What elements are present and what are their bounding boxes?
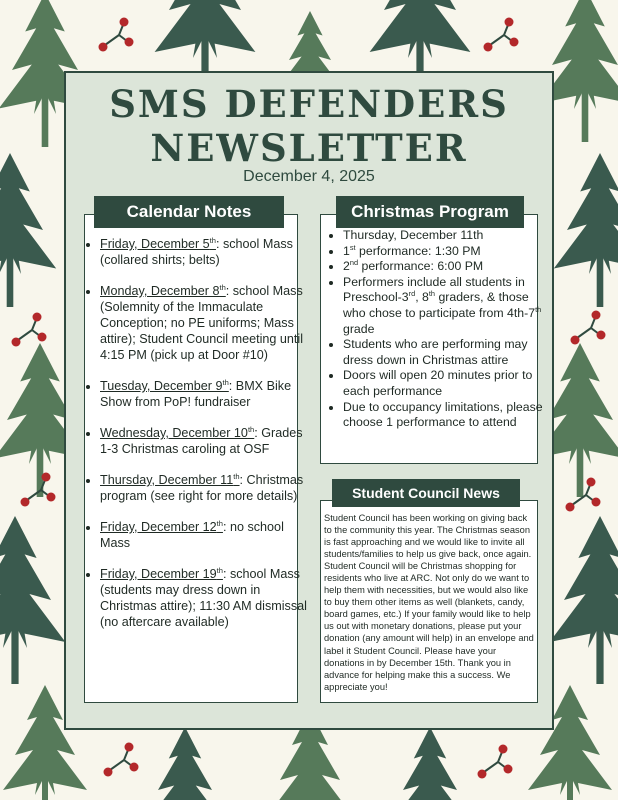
pine-tree-icon [0, 516, 65, 684]
student-council-heading: Student Council News [332, 479, 520, 507]
berry-icon [571, 311, 606, 345]
christmas-program-heading: Christmas Program [336, 196, 524, 228]
calendar-item: • Friday, December 5th: school Mass (collared shirts; belts) [100, 236, 315, 268]
title-line-2: NEWSLETTER [150, 126, 468, 170]
student-council-text: Student Council has been working on giving back to the community this year. The Christmas season is fast approaching and we would like to invite all students/families to help us give back, once again. Student Council will be Christmas shopping for residents who live at ARC. Not only do we want to help them with necessities, but we would also like to buy them other items as well (blankets, candy, board games, etc.) If your family would like to help us out with monetary donations, please put your donation (any amount will help) in an envelope and label it Student Council. Please have your donations in by December 15th. Thank you in advance for helping make this a success. We appreciate you! [324, 513, 534, 692]
program-item: • Due to occupancy limitations, please choose 1 performance to attend [343, 400, 548, 431]
pine-tree-icon [0, 153, 56, 307]
calendar-item: • Friday, December 19th: school Mass (students may dress down in Christmas attire); 11:30 AM dismissal (no aftercare available) [100, 566, 315, 630]
pine-tree-icon [550, 516, 618, 684]
calendar-item: • Friday, December 12th: no school Mass [100, 519, 315, 551]
program-list [323, 228, 548, 431]
calendar-item: • Monday, December 8th: school Mass (Solemnity of the Immaculate Conception; no PE uniforms; Mass attire); Student Council meeting until 4:15 PM (pick up at Door #10) [100, 283, 315, 363]
calendar-list [80, 236, 315, 645]
newsletter-date: December 4, 2025 [243, 168, 375, 185]
newsletter-title [64, 82, 554, 170]
berry-icon [478, 745, 513, 779]
berry-icon [12, 313, 47, 347]
pine-tree-icon [554, 153, 618, 307]
berry-icon [99, 18, 134, 52]
berry-icon [484, 18, 519, 52]
pine-tree-icon [147, 727, 223, 800]
program-item: • Thursday, December 11th [343, 228, 548, 244]
calendar-notes-heading: Calendar Notes [94, 196, 284, 228]
program-item: • Performers include all students in Preschool-3rd, 8th graders, & those who chose to participate from 4th-7th grade [343, 275, 548, 337]
program-item: • 2nd performance: 6:00 PM [343, 259, 548, 275]
calendar-item: • Wednesday, December 10th: Grades 1-3 Christmas caroling at OSF [100, 425, 315, 457]
title-line-1: SMS DEFENDERS [109, 82, 509, 126]
program-item: • Students who are performing may dress down in Christmas attire [343, 337, 548, 368]
program-item: • Doors will open 20 minutes prior to each performance [343, 368, 548, 399]
berry-icon [104, 743, 139, 777]
calendar-item: • Thursday, December 11th: Christmas program (see right for more details) [100, 472, 315, 504]
program-item: • 1st performance: 1:30 PM [343, 244, 548, 260]
calendar-item: • Tuesday, December 9th: BMX Bike Show from PoP! fundraiser [100, 378, 315, 410]
pine-tree-icon [392, 727, 468, 800]
